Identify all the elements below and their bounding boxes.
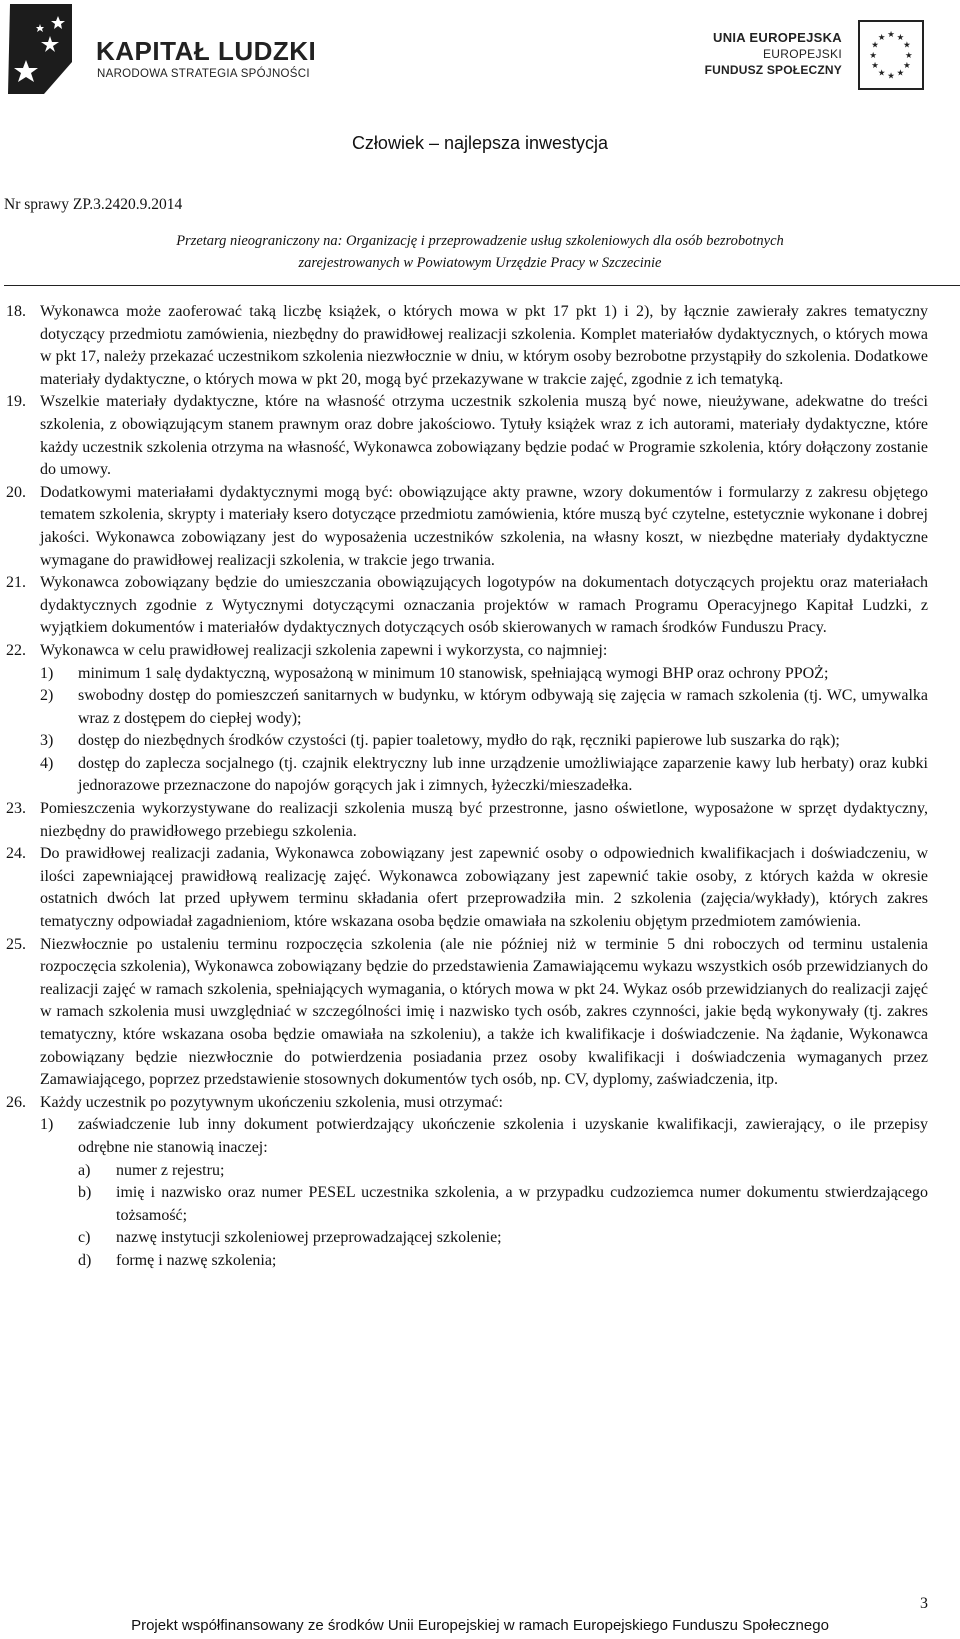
paragraph-19 xyxy=(6,391,928,481)
sub-list-item-text: nazwę instytucji szkoleniowej przeprowadzającej szkolenie; xyxy=(116,1229,502,1247)
paragraph-text: Do prawidłowej realizacji zadania, Wykonawca zobowiązany jest zapewnić osoby o odpowiednich kwalifikacjach i doświadczeniu, w ilości zapewniającej prawidłową realizację zajęć. Wykonawca zobowiązany jest zapewnić takie osoby, z których każda w okresie ostatnich dwóch lat przed upływem terminu składania ofert przeprowadziła min. 2 szkolenia (zajęcia/wykłady), których zakres tematyczny odpowiadał zagadnieniom, które wskazana osoba będzie omawiała na szkoleniu objętym przedmiotem zamówienia. xyxy=(40,845,928,931)
list-item-text: dostęp do zaplecza socjalnego (tj. czajnik elektryczny lub inne urządzenie umożliwiające zaparzenie kawy lub herbaty) oraz kubki jednorazowe przeznaczone do napojów gorących jak i zimnych, łyżeczki/mieszadełka. xyxy=(78,754,928,795)
sub-list-item-text: numer z rejestru; xyxy=(116,1161,225,1179)
document-body xyxy=(6,301,928,1273)
list-item-number: 3) xyxy=(40,732,54,750)
paragraph-text: Wykonawca w celu prawidłowej realizacji szkolenia zapewni i wykorzysta, co najmniej: xyxy=(40,641,608,659)
list-item-text: dostęp do niezbędnych środków czystości (tj. papier toaletowy, mydło do rąk, ręczniki papierowe lub suszarka do rąk); xyxy=(78,732,840,750)
list-item-number: 1) xyxy=(40,664,54,682)
sub-list-item-text: formę i nazwę szkolenia; xyxy=(116,1251,277,1269)
paragraph-text: Wykonawca zobowiązany będzie do umieszczania obowiązujących logotypów na dokumentach dotyczących projektu oraz materiałach dydaktycznych zgodnie z Wytycznymi dotyczącymi oznaczania projektów w ramach Programu Operacyjnego Kapitał Ludzki, z wyjątkiem dokumentów i materiałów dydaktycznych dotyczących osób skierowanych w ramach środków Funduszu Pracy. xyxy=(40,574,928,637)
page-number: 3 xyxy=(920,1595,928,1612)
sub-list-item xyxy=(6,1182,928,1227)
paragraph-number: 22. xyxy=(6,641,26,659)
paragraph-number: 18. xyxy=(6,303,26,320)
paragraph-number: 20. xyxy=(6,483,26,501)
paragraph-number: 24. xyxy=(6,845,26,863)
eu-logo-line2: EUROPEJSKI xyxy=(762,47,842,61)
svg-text:★: ★ xyxy=(896,31,905,42)
svg-text:★: ★ xyxy=(871,39,879,50)
sub-list-item xyxy=(6,1250,928,1273)
svg-text:★: ★ xyxy=(871,60,879,71)
list-item xyxy=(6,730,928,753)
paragraph-number: 19. xyxy=(6,393,26,411)
svg-text:★: ★ xyxy=(903,60,911,71)
list-item xyxy=(6,685,928,730)
paragraph-number: 23. xyxy=(6,800,26,818)
tender-title xyxy=(0,230,960,274)
sub-list-item xyxy=(6,1160,928,1183)
paragraph-number: 25. xyxy=(6,935,26,953)
eu-flag-icon xyxy=(858,20,924,90)
list-item-text: swobodny dostęp do pomieszczeń sanitarnych w budynku, w którym odbywają się zajęcia w ramach szkolenia (tj. WC, umywalka wraz z dostępem do ciepłej wody); xyxy=(78,687,928,727)
paragraph-text: Dodatkowymi materiałami dydaktycznymi mogą być: obowiązujące akty prawne, wzory dokumentów i formularzy z zakresu objętego tematem szkolenia, skrypty i materiały ksero dotyczące przedmiotu zamówienia, które muszą być czytelne, estetycznie wykonane i dobrej jakości. Wykonawca zobowiązany jest do wyposażenia uczestników szkolenia, na własny koszt, w niezbędne materiały dydaktyczne wymagane do prawidłowej realizacji szkolenia, w trakcie jego trwania. xyxy=(40,483,928,569)
header-divider xyxy=(4,285,960,286)
list-item xyxy=(6,753,928,798)
paragraph-18 xyxy=(6,301,928,391)
svg-text:★: ★ xyxy=(905,49,913,60)
paragraph-text: Niezwłocznie po ustaleniu terminu rozpoczęcia szkolenia (ale nie później niż w terminie 5 dni roboczych od terminu ustalenia rozpoczęcia szkolenia), Wykonawca zobowiązany będzie do przedstawienia Zamawiającemu wykazu wszystkich osób przewidzianych do realizacji zajęć w ramach szkolenia, spełniających wymagania, o których mowa w pkt 24. Wykaz osób przewidzianych do realizacji zajęć w ramach szkolenia musi uwzględniać w szczególności imię i nazwisko tych osób, zakres czynności, jakie będą wykonywały (tj. zakres tematyczny, które wskazana osoba będzie omawiała na szkoleniu), a także ich kwalifikacje i doświadczenie. Na żądanie, Wykonawca zobowiązany będzie niezwłocznie do potwierdzenia posiadania przez osoby kwalifikacji i doświadczenia wymaganych przez Zamawiającego, poprzez przedstawienie stosownych dokumentów tych osób, np. CV, dyplomy, zaświadczenia, itp. xyxy=(40,935,928,1089)
paragraph-number: 26. xyxy=(6,1093,26,1111)
list-item-number: 2) xyxy=(40,687,54,705)
kapital-ludzki-logo xyxy=(4,2,334,98)
sub-list-item-text: imię i nazwisko oraz numer PESEL uczestnika szkolenia, a w przypadku cudzoziemca numer dokumentu stwierdzającego tożsamość; xyxy=(116,1184,928,1224)
paragraph-26 xyxy=(6,1092,928,1115)
svg-text:★: ★ xyxy=(887,70,895,81)
paragraph-text: Wszelkie materiały dydaktyczne, które na własność otrzyma uczestnik szkolenia muszą być nowe, nieużywane, adekwatne do treści szkolenia, z obowiązującym stanem prawnym oraz dobre jakościowo. Tytuły książek wraz z ich autorami, materiały dydaktyczne, które każdy uczestnik szkolenia otrzyma na własność, Wykonawca zobowiązany będzie podać w Programie szkolenia, który dołączony zostanie do umowy. xyxy=(40,393,928,479)
kapital-ludzki-subtitle: NARODOWA STRATEGIA SPÓJNOŚCI xyxy=(97,68,310,80)
list-item-text: zaświadczenie lub inny dokument potwierdzający ukończenie szkolenia i uzyskanie kwalifikacji, zawierający, o ile przepisy odrębne nie stanowią inaczej: xyxy=(78,1116,928,1156)
sub-list-item-letter: d) xyxy=(78,1251,92,1269)
paragraph-22 xyxy=(6,640,928,663)
svg-text:★: ★ xyxy=(877,67,886,78)
sub-list-item xyxy=(6,1227,928,1250)
tender-title-line2: zarejestrowanych w Powiatowym Urzędzie Pracy w Szczecinie xyxy=(298,255,662,271)
eu-logo-line3: FUNDUSZ SPOŁECZNY xyxy=(704,63,842,77)
paragraph-24 xyxy=(6,843,928,933)
sub-list-item-letter: b) xyxy=(78,1184,92,1202)
tender-title-line1: Przetarg nieograniczony na: Organizację i przeprowadzenie usług szkoleniowych dla osób bezrobotnych xyxy=(176,233,784,249)
svg-text:★: ★ xyxy=(896,67,905,78)
slogan: Człowiek – najlepsza inwestycja xyxy=(351,133,609,153)
paragraph-20 xyxy=(6,482,928,572)
list-item-number: 1) xyxy=(40,1116,54,1134)
list-item-text: minimum 1 salę dydaktyczną, wyposażoną w minimum 10 stanowisk, spełniającą wymogi BHP oraz ochrony PPOŻ; xyxy=(78,664,829,682)
svg-text:★: ★ xyxy=(877,31,886,42)
paragraph-21 xyxy=(6,572,928,640)
svg-text:★: ★ xyxy=(869,49,877,60)
footer-text: Projekt współfinansowany ze środków Unii Europejskiej w ramach Europejskiego Funduszu Społecznego xyxy=(131,1617,829,1634)
paragraph-23 xyxy=(6,798,928,843)
paragraph-text: Każdy uczestnik po pozytywnym ukończeniu szkolenia, musi otrzymać: xyxy=(40,1093,503,1111)
list-item xyxy=(6,663,928,686)
eu-logo-line1: UNIA EUROPEJSKA xyxy=(713,30,842,45)
paragraph-text: Pomieszczenia wykorzystywane do realizacji szkolenia muszą być przestronne, jasno oświetlone, wyposażone w sprzęt dydaktyczny, niezbędny do prawidłowego przebiegu szkolenia. xyxy=(40,800,928,840)
sub-list-item-letter: c) xyxy=(78,1229,91,1247)
sub-list-item-letter: a) xyxy=(78,1161,91,1179)
svg-text:★: ★ xyxy=(887,29,895,40)
svg-text:★: ★ xyxy=(903,39,911,50)
case-number: Nr sprawy ZP.3.2420.9.2014 xyxy=(4,196,183,213)
kapital-ludzki-emblem-icon xyxy=(4,2,76,94)
paragraph-25 xyxy=(6,934,928,1092)
paragraph-text: Wykonawca może zaoferować taką liczbę książek, o których mowa w pkt 17 pkt 1) i 2), by łącznie zawierały zakres tematyczny dotyczący przedmiotu zamówienia, niezbędny do prawidłowej realizacji szkolenia. Komplet materiałów dydaktycznych, o których mowa w pkt 17, należy przekazać uczestnikom szkolenia niezwłocznie w dniu, w którym osoby bezrobotne przystąpiły do szkolenia. Dodatkowe materiały dydaktyczne, o których mowa w pkt 20, mogą być przekazywane w trakcie zajęć, zgodnie z ich tematyką. xyxy=(40,303,928,388)
eu-logo xyxy=(694,18,924,92)
paragraph-number: 21. xyxy=(6,574,26,592)
list-item-number: 4) xyxy=(40,754,54,772)
kapital-ludzki-title: KAPITAŁ LUDZKI xyxy=(96,36,317,66)
eu-logo-text xyxy=(705,30,842,78)
list-item xyxy=(6,1114,928,1159)
